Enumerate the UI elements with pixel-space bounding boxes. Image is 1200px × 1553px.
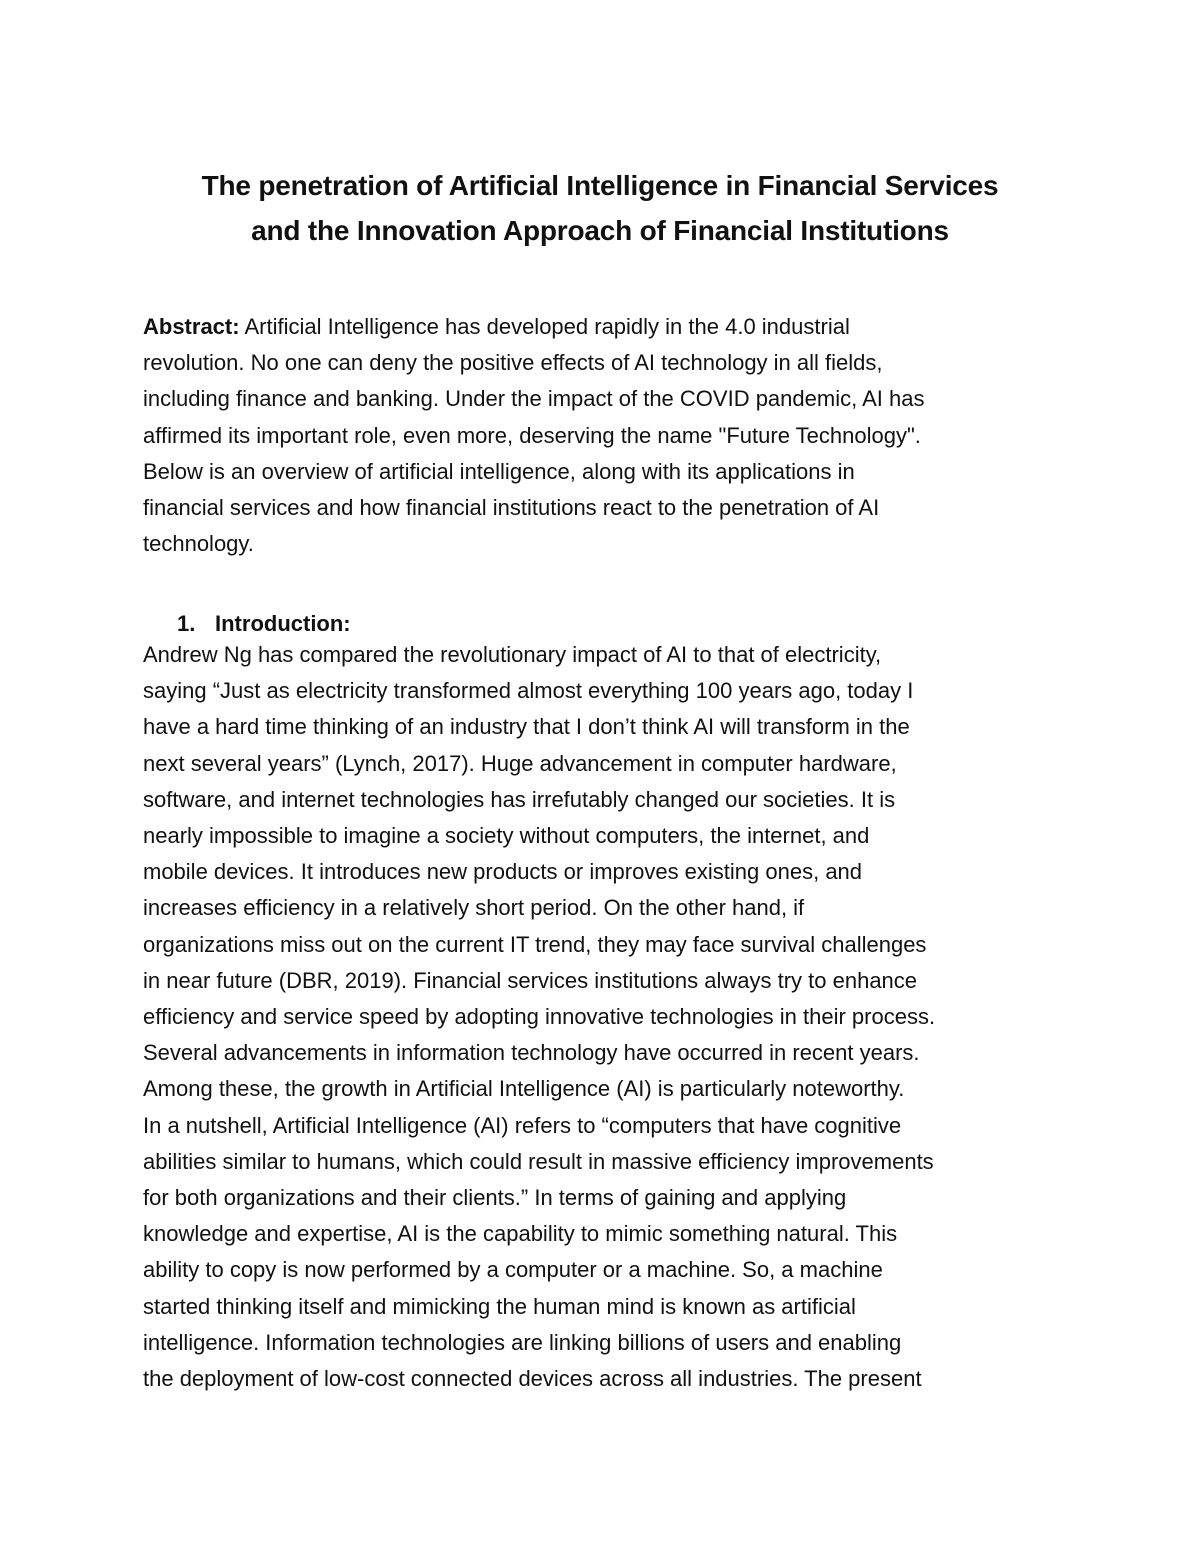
introduction-line-18: ability to copy is now performed by a computer or a machine. So, a machine	[143, 1257, 883, 1283]
introduction-paragraph	[143, 637, 1083, 1397]
abstract-paragraph	[143, 309, 1063, 562]
introduction-line-1: Andrew Ng has compared the revolutionary impact of AI to that of electricity,	[143, 642, 882, 667]
abstract-line-6: financial services and how financial institutions react to the penetration of AI	[143, 495, 880, 521]
introduction-line-12: Several advancements in information technology have occurred in recent years.	[143, 1040, 920, 1066]
document-title-line-2: and the Innovation Approach of Financial Institutions	[251, 214, 949, 246]
introduction-line-21: the deployment of low-cost connected devices across all industries. The present	[143, 1366, 922, 1392]
document-title	[130, 163, 1070, 253]
introduction-line-3: have a hard time thinking of an industry that I don’t think AI will transform in the	[143, 714, 910, 740]
introduction-line-9: organizations miss out on the current IT trend, they may face survival challenges	[143, 931, 927, 957]
abstract-line-4: affirmed its important role, even more, deserving the name "Future Technology".	[143, 422, 921, 448]
section-heading-text: Introduction:	[215, 611, 351, 637]
document-title-line-1: The penetration of Artificial Intelligence in Financial Services	[201, 169, 999, 201]
introduction-line-15: abilities similar to humans, which could result in massive efficiency improvements	[143, 1148, 934, 1174]
introduction-line-10: in near future (DBR, 2019). Financial services institutions always try to enhance	[143, 967, 918, 993]
abstract-line-1	[143, 309, 1063, 345]
introduction-line-4: next several years” (Lynch, 2017). Huge advancement in computer hardware,	[143, 750, 897, 776]
abstract-line-1-text: Artificial Intelligence has developed rapidly in the 4.0 industrial	[239, 314, 850, 339]
section-number: 1.	[177, 611, 196, 637]
introduction-line-14: In a nutshell, Artificial Intelligence (AI) refers to “computers that have cognitive	[143, 1112, 902, 1138]
introduction-line-16: for both organizations and their clients.” In terms of gaining and applying	[143, 1185, 847, 1211]
introduction-line-20: intelligence. Information technologies are linking billions of users and enabling	[143, 1329, 902, 1355]
abstract-label: Abstract:	[143, 314, 240, 339]
introduction-line-2: saying “Just as electricity transformed almost everything 100 years ago, today I	[143, 678, 914, 704]
abstract-line-3: including finance and banking. Under the impact of the COVID pandemic, AI has	[143, 386, 925, 412]
introduction-line-7: mobile devices. It introduces new products or improves existing ones, and	[143, 859, 863, 885]
introduction-line-6: nearly impossible to imagine a society without computers, the internet, and	[143, 823, 870, 849]
abstract-line-5: Below is an overview of artificial intelligence, along with its applications in	[143, 458, 855, 484]
abstract-line-2: revolution. No one can deny the positive effects of AI technology in all fields,	[143, 350, 883, 376]
introduction-line-8: increases efficiency in a relatively short period. On the other hand, if	[143, 895, 805, 921]
introduction-line-17: knowledge and expertise, AI is the capability to mimic something natural. This	[143, 1221, 898, 1247]
abstract-line-7: technology.	[143, 531, 254, 557]
introduction-line-11: efficiency and service speed by adopting innovative technologies in their process.	[143, 1004, 936, 1030]
introduction-line-19: started thinking itself and mimicking the human mind is known as artificial	[143, 1293, 856, 1319]
introduction-line-13: Among these, the growth in Artificial Intelligence (AI) is particularly noteworthy.	[143, 1076, 905, 1102]
introduction-line-5: software, and internet technologies has irrefutably changed our societies. It is	[143, 786, 896, 812]
